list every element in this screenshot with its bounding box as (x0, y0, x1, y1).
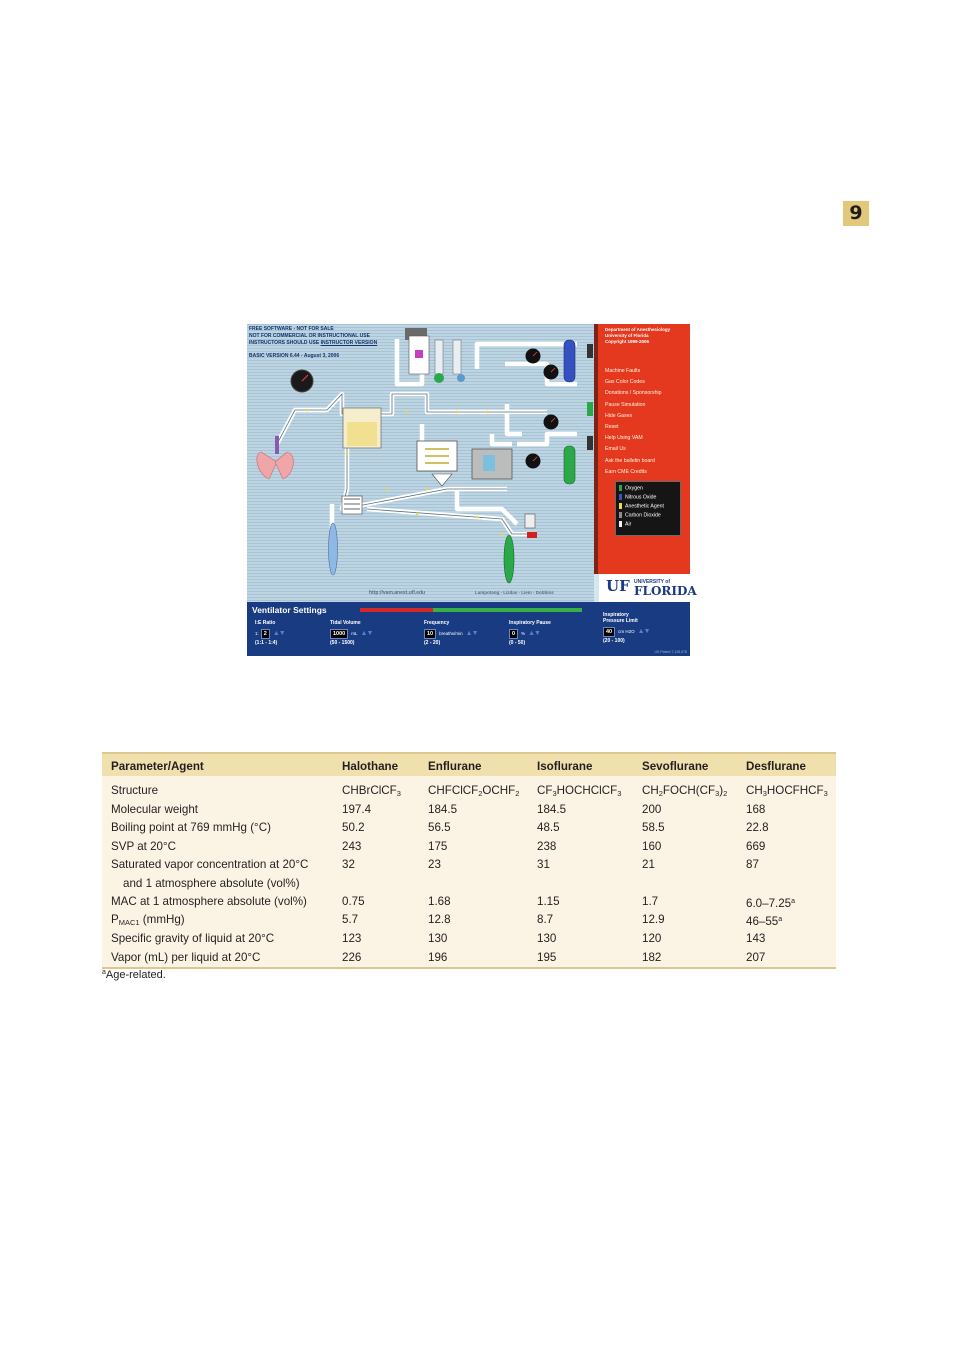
cell-with-footnote: 46–55$^a$ (746, 915, 783, 929)
notice-line-1: FREE SOFTWARE - NOT FOR SALE (249, 326, 334, 332)
header-desflurane: Desflurane (746, 759, 806, 773)
frequency-label: Frequency (424, 620, 450, 626)
table-header-row (102, 754, 836, 776)
legend-oxygen (619, 485, 643, 491)
cell: 21 (642, 858, 655, 872)
menu-item-cme-credits[interactable]: Earn CME Credits (605, 468, 647, 475)
tidal-volume-value[interactable]: 1000 (330, 629, 348, 639)
pressure-limit-range: (20 - 100) (603, 638, 625, 644)
row-label: MAC at 1 atmosphere absolute (vol%) (111, 894, 307, 908)
pressure-limit-unit: cm H2O (618, 629, 635, 634)
tidal-volume-stepper-icon[interactable]: ▲▼ (360, 630, 373, 637)
simulator-authors: Lampotang - Lizdas - Liem - Dobbins (475, 590, 554, 595)
tidal-volume-label: Tidal Volume (330, 620, 361, 626)
cell: 31 (537, 858, 550, 872)
row-label: Boiling point at 769 mmHg (°C) (111, 821, 271, 835)
menu-item-help[interactable]: Help Using VAM (605, 435, 643, 442)
frequency-stepper-icon[interactable]: ▲▼ (465, 630, 478, 637)
anesthetic-agent-swatch (619, 503, 622, 509)
header-isoflurane: Isoflurane (537, 759, 593, 773)
pressure-limit-label-line2: Pressure Limit (603, 618, 638, 624)
formula-enflurane: $CHFClCF_2OCHF_2$ (428, 784, 520, 798)
inspiratory-pause-label: Inspiratory Pause (509, 620, 551, 626)
cell: 669 (746, 839, 766, 853)
pressure-limit-stepper-icon[interactable]: ▲▼ (637, 628, 650, 635)
cell: 200 (642, 803, 662, 816)
cell: 182 (642, 950, 662, 964)
cell: 130 (537, 932, 557, 946)
table-row (102, 838, 836, 856)
cell: 23 (428, 858, 441, 872)
cell: 226 (342, 950, 362, 964)
cell: 22.8 (746, 821, 769, 835)
table-row (102, 911, 836, 930)
table-row (102, 801, 836, 819)
version-text: BASIC VERSION 6.44 - August 3, 2006 (249, 353, 340, 359)
properties-table (102, 754, 836, 967)
cell (537, 875, 642, 893)
gas-color-legend (615, 481, 681, 536)
department-line-2: University of Florida (605, 333, 649, 338)
frequency-control (424, 620, 478, 646)
uf-florida-text: FLORIDA (634, 584, 697, 598)
cell: 184.5 (537, 803, 567, 816)
inspiratory-pause-value[interactable]: 0 (509, 629, 518, 639)
tidal-volume-unit: mL (351, 631, 358, 636)
legend-label: Oxygen (625, 485, 643, 492)
ie-ratio-prefix: 1: (255, 631, 259, 636)
cell: 160 (642, 839, 662, 853)
cell: 8.7 (537, 913, 554, 927)
air-swatch (619, 521, 622, 527)
university-of-florida-logo (599, 574, 697, 602)
department-info (605, 327, 670, 345)
uf-university-text: UNIVERSITY of (634, 579, 671, 585)
cell: 207 (746, 950, 766, 964)
header-sevoflurane: Sevoflurane (642, 759, 709, 773)
department-line-3: Copyright 1999-2006 (605, 339, 650, 344)
menu-item-bulletin-board[interactable]: Ask the bulletin board (605, 457, 655, 464)
legend-carbon-dioxide (619, 512, 661, 518)
nitrous-oxide-swatch (619, 494, 622, 500)
frequency-unit: breaths/min (439, 631, 463, 636)
cell (642, 875, 746, 893)
ie-ratio-control (255, 620, 285, 646)
row-label: SVP at 20°C (111, 839, 177, 853)
row-label-continuation (102, 875, 342, 893)
machine-schematic (247, 324, 594, 602)
tidal-volume-control (330, 620, 372, 646)
cell: 56.5 (428, 821, 451, 835)
ie-ratio-stepper-icon[interactable]: ▲▼ (272, 630, 285, 637)
row-label: Structure (111, 784, 159, 797)
instructor-version-link[interactable]: INSTRUCTOR VERSION (320, 340, 378, 346)
header-parameter: Parameter/Agent (111, 759, 204, 773)
cell: 168 (746, 803, 766, 816)
row-label: Specific gravity of liquid at 20°C (111, 932, 275, 946)
table-row (102, 930, 836, 948)
table-row (102, 949, 836, 967)
cell: 12.8 (428, 913, 451, 927)
cell: 1.15 (537, 894, 560, 908)
simulator-side-panel (598, 324, 690, 574)
cell: 243 (342, 839, 362, 853)
row-label: $P_{MAC1}$ (mmHg) (111, 913, 185, 928)
uf-mark: UF (606, 577, 630, 595)
header-enflurane: Enflurane (428, 759, 482, 773)
cell: 1.7 (642, 894, 659, 908)
row-label: Molecular weight (111, 803, 198, 816)
cell: 32 (342, 858, 355, 872)
inspiratory-pause-unit: % (521, 631, 526, 636)
cell: 143 (746, 932, 766, 946)
frequency-range: (2 - 20) (424, 640, 441, 646)
menu-item-gas-color-codes[interactable]: Gas Color Codes (605, 379, 645, 386)
cell: 12.9 (642, 913, 665, 927)
legend-label: Nitrous Oxide (625, 494, 657, 501)
simulator-menu (605, 366, 662, 478)
table-row (102, 819, 836, 837)
notice-line-3 (249, 340, 449, 347)
department-line-1: Department of Anesthesiology (605, 327, 671, 332)
oxygen-swatch (619, 485, 622, 491)
row-label: Saturated vapor concentration at 20°C (111, 858, 309, 872)
anesthesia-machine-simulator-figure (247, 324, 697, 656)
row-label-text: and 1 atmosphere absolute (vol%) (123, 876, 300, 890)
frequency-value[interactable]: 10 (424, 629, 436, 639)
cell (746, 875, 836, 893)
formula-sevoflurane: $CH_2FOCH(CF_3)_2$ (642, 784, 728, 798)
menu-item-pause-simulation[interactable]: Pause Simulation (605, 401, 646, 408)
table-row (102, 856, 836, 874)
cell (342, 875, 428, 893)
legend-label: Carbon Dioxide (625, 512, 661, 519)
cell: 1.68 (428, 894, 451, 908)
cell: 87 (746, 858, 759, 872)
breath-phase-bar (360, 608, 582, 612)
inspiratory-pause-stepper-icon[interactable]: ▲▼ (528, 630, 540, 637)
pressure-limit-label-line1: Inspiratory (603, 612, 629, 618)
table-row (102, 776, 836, 801)
ie-ratio-value[interactable]: 2 (261, 629, 270, 639)
ventilator-settings-panel (247, 602, 690, 656)
cell: 58.5 (642, 821, 665, 835)
inspiratory-pause-range: (0 - 50) (509, 640, 526, 646)
table-footnote: $^a$Age-related. (102, 969, 166, 981)
anesthetic-agents-table (102, 752, 836, 969)
inspiratory-pause-control (509, 620, 551, 646)
patent-text: US Patent 7,128,578 (654, 650, 687, 654)
menu-item-machine-faults[interactable]: Machine Faults (605, 368, 641, 374)
legend-air (619, 521, 631, 527)
cell: 175 (428, 839, 448, 853)
chapter-number-badge: 9 (843, 201, 869, 226)
menu-item-reset[interactable]: Reset (605, 424, 619, 431)
instructor-text: INSTRUCTORS SHOULD USE (249, 340, 321, 346)
legend-nitrous-oxide (619, 494, 656, 500)
tidal-volume-range: (50 - 1500) (330, 640, 355, 646)
cell: 238 (537, 839, 557, 853)
ventilator-settings-title: Ventilator Settings (252, 605, 327, 615)
cell: 184.5 (428, 803, 458, 816)
menu-item-donations[interactable]: Donations / Sponsorship (605, 390, 662, 397)
cell: 50.2 (342, 821, 365, 835)
cell: 195 (537, 950, 557, 964)
cell: 196 (428, 950, 448, 964)
header-halothane: Halothane (342, 759, 399, 773)
ie-ratio-label: I:E Ratio (255, 620, 276, 626)
schematic-drawing (247, 324, 594, 602)
cell: 130 (428, 932, 448, 946)
cell: 0.75 (342, 894, 365, 908)
software-notice (249, 326, 449, 360)
cell: 5.7 (342, 913, 359, 927)
menu-item-email-us[interactable]: Email Us (605, 446, 626, 453)
menu-item-hide-gases[interactable]: Hide Gases (605, 412, 633, 419)
legend-anesthetic-agent (619, 503, 664, 509)
cell: 123 (342, 932, 362, 946)
notice-line-2: NOT FOR COMMERCIAL OR INSTRUCTIONAL USE (249, 333, 370, 339)
formula-isoflurane: $CF_3HOCHClCF_3$ (537, 784, 622, 798)
formula-desflurane: $CH_3HOCFHCF_3$ (746, 784, 828, 798)
cell: 48.5 (537, 821, 560, 835)
ie-ratio-range: (1:1 - 1:4) (255, 640, 278, 646)
cell: 197.4 (342, 803, 372, 816)
pressure-limit-control (603, 612, 650, 644)
legend-label: Anesthetic Agent (625, 503, 664, 510)
carbon-dioxide-swatch (619, 512, 622, 518)
cell: 120 (642, 932, 662, 946)
table-row (102, 893, 836, 911)
formula-halothane: CHBrClCF$_3$ (342, 784, 401, 798)
simulator-url-link[interactable]: http://vam.anest.ufl.edu (369, 590, 426, 596)
row-label: Vapor (mL) per liquid at 20°C (111, 950, 261, 964)
legend-label: Air (625, 521, 632, 528)
pressure-limit-value[interactable]: 40 (603, 627, 615, 637)
cell (428, 875, 537, 893)
table-row-continuation (102, 875, 836, 893)
cell-with-footnote: 6.0–7.25$^a$ (746, 896, 796, 910)
